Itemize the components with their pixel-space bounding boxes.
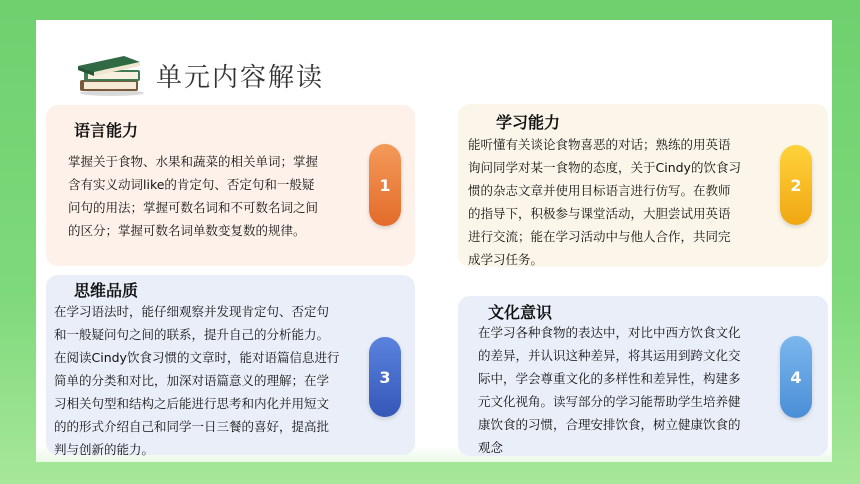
card-title: 文化意识: [488, 303, 553, 322]
text-line: 康饮食的习惯，合理安排饮食，树立健康饮食的: [478, 417, 741, 432]
text-line: 观念: [478, 440, 504, 455]
text-line: 简单的分类和对比，加深对语篇意义的理解；在学: [54, 373, 330, 388]
text-line: 在阅读Cindy饮食习惯的文章时，能对语篇信息进行: [54, 350, 340, 365]
text-line: 成学习任务。: [468, 252, 544, 267]
page-title: 单元内容解读: [156, 63, 325, 93]
number-badge: 1: [369, 144, 401, 226]
text-line: 判与创新的能力。: [54, 442, 155, 457]
card-thinking-quality: [46, 275, 415, 455]
card-learning-ability: [458, 104, 828, 267]
card-title: 学习能力: [496, 113, 561, 132]
card-text: [478, 321, 788, 459]
stacked-books-icon: [74, 52, 146, 96]
card-text: [468, 133, 788, 271]
number-badge: 3: [369, 337, 401, 417]
number-badge: 2: [780, 145, 812, 225]
card-text: [54, 300, 384, 461]
text-line: 在学习各种食物的表达中，对比中西方饮食文化: [478, 325, 741, 340]
text-line: 的的形式介绍自己和同学一日三餐的喜好，提高批: [54, 419, 330, 434]
text-line: 询问同学对某一食物的态度，关于Cindy的饮食习: [468, 160, 741, 175]
text-line: 的区分；掌握可数名词单数变复数的规律。: [68, 223, 306, 238]
text-line: 的指导下，积极参与课堂活动，大胆尝试用英语: [468, 206, 731, 221]
card-text: [68, 150, 388, 242]
number-badge: 4: [780, 336, 812, 418]
text-line: 在学习语法时，能仔细观察并发现肯定句、否定句: [54, 304, 330, 319]
text-line: 含有实义动词like的肯定句、否定句和一般疑: [68, 177, 315, 192]
text-line: 际中，学会尊重文化的多样性和差异性，构建多: [478, 371, 741, 386]
card-title: 语言能力: [74, 121, 139, 140]
card-language-ability: [46, 105, 415, 266]
text-line: 元文化视角。读写部分的学习能帮助学生培养健: [478, 394, 741, 409]
card-cultural-awareness: [458, 296, 828, 456]
text-line: 的差异，并认识这种差异，将其运用到跨文化交: [478, 348, 741, 363]
text-line: 能听懂有关谈论食物喜恶的对话；熟练的用英语: [468, 137, 731, 152]
text-line: 惯的杂志文章并使用目标语言进行仿写。在教师: [468, 183, 731, 198]
text-line: 掌握关于食物、水果和蔬菜的相关单词；掌握: [68, 154, 319, 169]
text-line: 进行交流；能在学习活动中与他人合作，共同完: [468, 229, 731, 244]
text-line: 习相关句型和结构之后能进行思考和内化并用短文: [54, 396, 330, 411]
card-title: 思维品质: [74, 281, 139, 300]
text-line: 和一般疑问句之间的联系，提升自己的分析能力。: [54, 327, 330, 342]
text-line: 问句的用法；掌握可数名词和不可数名词之间: [68, 200, 319, 215]
